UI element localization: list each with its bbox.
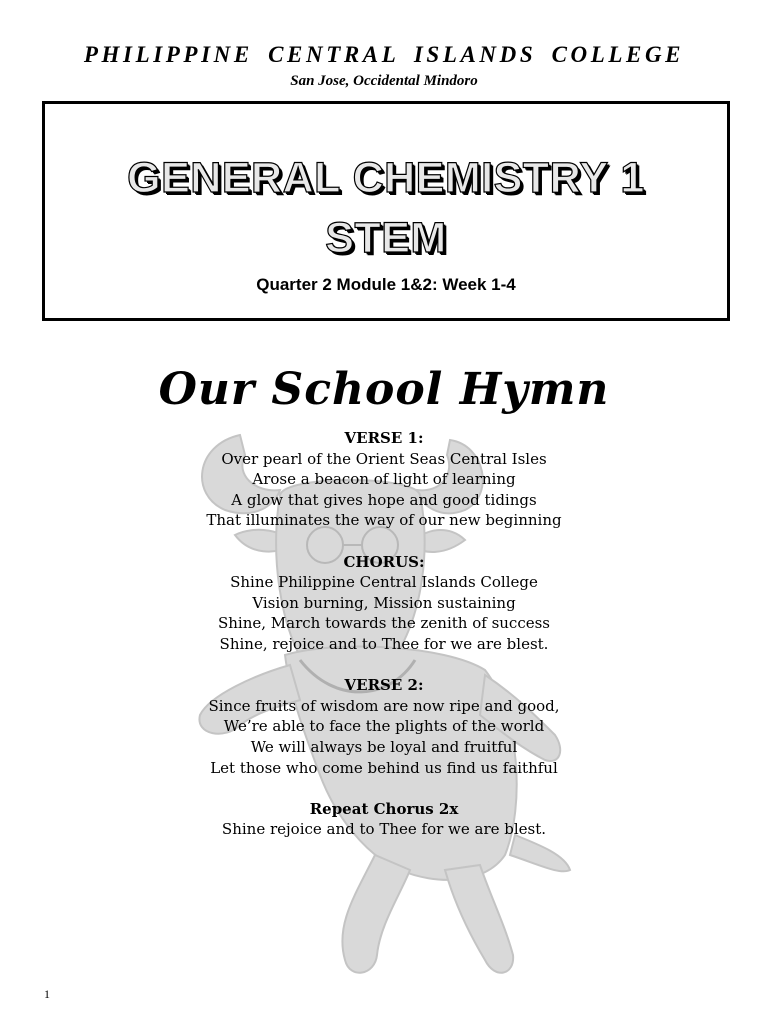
lyric-line: Vision burning, Mission sustaining xyxy=(252,593,516,612)
college-name: PHILIPPINE CENTRAL ISLANDS COLLEGE xyxy=(83,42,685,67)
lyric-line: Shine Philippine Central Islands College xyxy=(230,573,538,592)
title-box xyxy=(42,101,730,321)
lyric-line: Over pearl of the Orient Seas Central Isles xyxy=(221,449,547,468)
module-subtitle: Quarter 2 Module 1&2: Week 1-4 xyxy=(256,275,516,294)
lyric-line: Shine rejoice and to Thee for we are blest. xyxy=(221,820,547,839)
course-title: GENERAL CHEMISTRY 1 xyxy=(127,154,645,202)
lyric-line: Arose a beacon of light of learning xyxy=(252,470,516,489)
lyric-line: We will always be loyal and fruitful xyxy=(250,737,518,756)
repeat-chorus-heading: Repeat Chorus 2x xyxy=(309,799,459,818)
hymn-title: Our School Hymn xyxy=(158,364,610,415)
strand-title: STEM xyxy=(325,214,447,262)
lyric-line: Let those who come behind us find us faithful xyxy=(210,758,558,777)
chorus-heading: CHORUS: xyxy=(343,552,425,571)
lyric-line: Shine, rejoice and to Thee for we are blest. xyxy=(219,634,549,653)
lyric-line: Since fruits of wisdom are now ripe and good, xyxy=(208,696,560,715)
lyric-line: We’re able to face the plights of the world xyxy=(223,717,545,736)
verse2-heading: VERSE 2: xyxy=(344,676,424,695)
lyric-line: That illuminates the way of our new beginning xyxy=(206,511,562,530)
lyric-line: Shine, March towards the zenith of success xyxy=(218,614,550,633)
page-number: 1 xyxy=(44,987,50,1001)
hymn-lyrics xyxy=(0,428,768,840)
lyric-line: A glow that gives hope and good tidings xyxy=(231,490,537,509)
college-location: San Jose, Occidental Mindoro xyxy=(290,73,478,89)
verse1-heading: VERSE 1: xyxy=(344,429,424,447)
